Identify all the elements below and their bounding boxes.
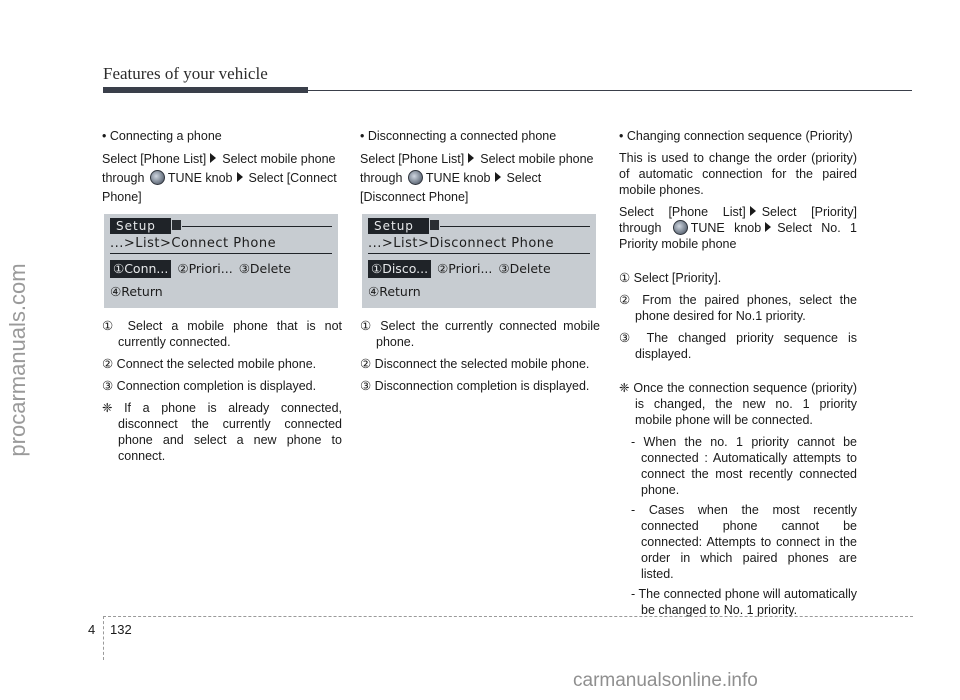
note-item: - The connected phone will automatically be changed to No. 1 priority.	[631, 587, 857, 617]
instr-text: Select [Phone List]	[360, 152, 465, 166]
display-screen-disconnect	[362, 214, 596, 308]
screen-path: ...>List>Disconnect Phone	[368, 236, 555, 251]
display-screen-connect	[104, 214, 338, 308]
option-disconnect: ①Disco...	[368, 260, 431, 278]
phone-icon	[172, 220, 181, 230]
note: ❈ Once the connection sequence (priority) is changed, the new no. 1 priority mobile phone will be connected.	[619, 381, 857, 427]
step: ① Select a mobile phone that is not currently connected.	[102, 319, 342, 349]
screen-rule	[440, 226, 590, 227]
section-heading: • Disconnecting a connected phone	[360, 129, 557, 143]
screen-rule	[182, 226, 332, 227]
section-heading: • Changing connection sequence (Priority)	[619, 129, 853, 143]
option-connect: ①Conn...	[110, 260, 171, 278]
tune-knob-icon	[673, 220, 688, 235]
option-priority: ②Priori...	[437, 261, 493, 276]
instr-text: TUNE knob	[167, 171, 233, 185]
note-item: - When the no. 1 priority cannot be connected : Automatically attempts to connect the most recently connected phone.	[631, 435, 857, 497]
option-delete: ③Delete	[238, 261, 291, 276]
arrow-right-icon	[468, 153, 474, 163]
instr-text: Select No. 1 Priority mobile phone	[619, 221, 857, 251]
watermark-side: procarmanuals.com	[5, 263, 30, 457]
setup-tab: Setup	[368, 218, 429, 234]
section-heading: • Connecting a phone	[102, 129, 222, 143]
step: ③ The changed priority sequence is displayed.	[619, 331, 857, 361]
column-disconnecting	[360, 128, 600, 400]
arrow-right-icon	[750, 206, 756, 216]
step: ① Select [Priority].	[619, 271, 722, 285]
option-priority: ②Priori...	[177, 261, 233, 276]
screen-options	[368, 260, 594, 278]
instruction	[619, 204, 857, 252]
instr-text: Select mobile phone through	[360, 152, 594, 185]
column-connecting	[102, 128, 342, 470]
step: ① Select the currently connected mobile phone.	[360, 319, 600, 349]
watermark-bottom: carmanualsonline.info	[573, 670, 758, 691]
instr-text: Select [Phone List]	[619, 205, 746, 219]
instr-text: TUNE knob	[690, 221, 762, 235]
intro-text: This is used to change the order (priority) of automatic connection for the paired mobile phones.	[619, 151, 857, 197]
note: ❈ If a phone is already connected, disconnect the currently connected phone and select a new phone to connect.	[102, 401, 342, 463]
option-delete: ③Delete	[498, 261, 551, 276]
step: ② From the paired phones, select the phone desired for No.1 priority.	[619, 293, 857, 323]
instruction	[102, 150, 342, 207]
tune-knob-icon	[150, 170, 165, 185]
phone-icon	[430, 220, 439, 230]
screen-options	[110, 260, 336, 278]
screen-path: ...>List>Connect Phone	[110, 236, 277, 251]
arrow-right-icon	[237, 172, 243, 182]
instr-text: Select [Phone List]	[102, 152, 207, 166]
arrow-right-icon	[495, 172, 501, 182]
footer-rule	[103, 616, 913, 617]
arrow-right-icon	[210, 153, 216, 163]
arrow-right-icon	[765, 222, 771, 232]
note-item: - Cases when the most recently connected phone cannot be connected: Attempts to connect in the order in which paired phones are listed.	[631, 503, 857, 581]
option-return: ④Return	[368, 284, 421, 299]
instr-text: Select [Priority] through	[619, 205, 857, 235]
step: ③ Disconnection completion is displayed.	[360, 379, 590, 393]
chapter-number: 4	[88, 622, 96, 637]
step: ② Disconnect the selected mobile phone.	[360, 357, 590, 371]
page-header-title: Features of your vehicle	[103, 64, 268, 83]
column-priority	[619, 128, 857, 622]
instr-text: TUNE knob	[425, 171, 491, 185]
instr-text: Select mobile phone through	[102, 152, 336, 185]
instr-text: Select [Disconnect Phone]	[360, 171, 542, 204]
footer-divider	[103, 616, 104, 660]
setup-tab: Setup	[110, 218, 171, 234]
tune-knob-icon	[408, 170, 423, 185]
step: ③ Connection completion is displayed.	[102, 379, 317, 393]
option-return: ④Return	[110, 284, 163, 299]
screen-rule	[368, 253, 590, 254]
page-number: 132	[110, 622, 132, 637]
header-rule	[103, 90, 912, 91]
screen-rule	[110, 253, 332, 254]
instruction	[360, 150, 600, 207]
step: ② Connect the selected mobile phone.	[102, 357, 317, 371]
instr-text: Select [Connect Phone]	[102, 171, 337, 204]
